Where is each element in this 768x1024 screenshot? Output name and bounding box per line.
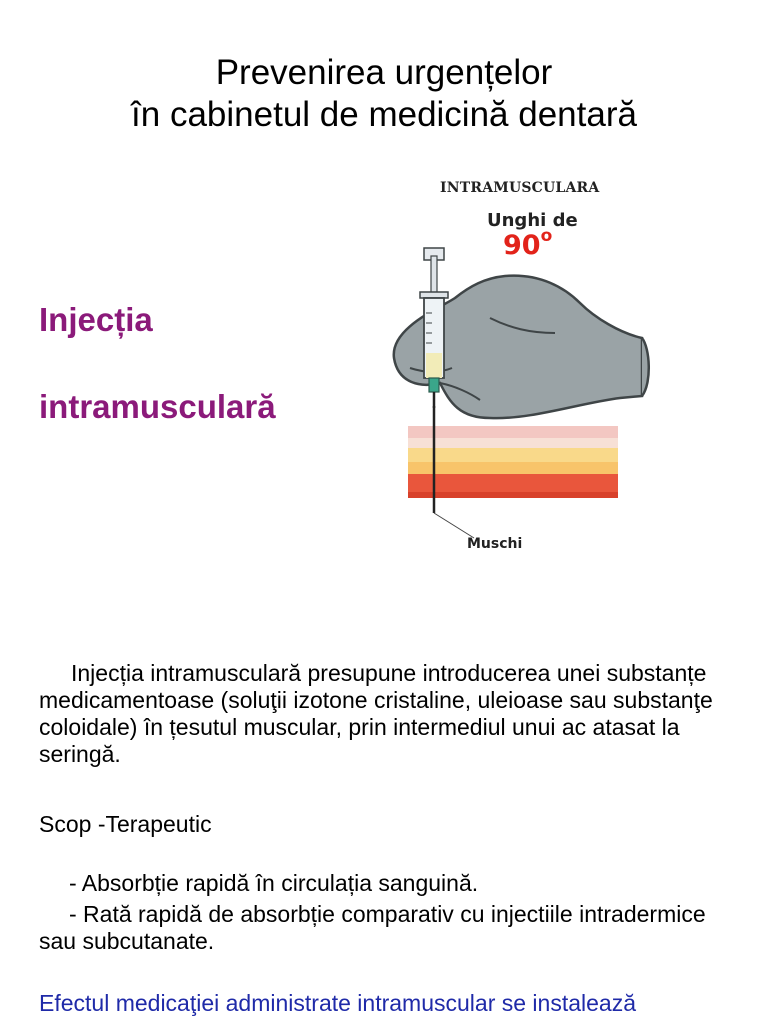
section-heading-line-1: Injecția (39, 301, 153, 338)
figure-angle-value (503, 226, 553, 261)
section-heading-line-2: intramusculară (39, 388, 276, 425)
title-line-2: în cabinetul de medicină dentară (131, 95, 637, 134)
figure-label-intramuscular: INTRAMUSCULARA (440, 180, 600, 196)
tissue-layers (408, 426, 618, 498)
scope-line: Scop -Terapeutic (39, 811, 212, 837)
scope-bullet-2: - Rată rapidă de absorbție comparativ cu injectiile intradermice sau subcutanate. (39, 901, 706, 954)
effect-paragraph: Efectul medicaţiei administrate intramuscular se instalează (39, 990, 636, 1016)
definition-paragraph: Injecția intramusculară presupune introducerea unei substanțe medicamentoase (soluţii izotone cristaline, uleioase sau substanţe coloidale) în țesutul muscular, prin intermediul unui ac atasat la seringă. (39, 660, 713, 767)
title-line-1: Prevenirea urgențelor (215, 53, 553, 92)
figure-angle-caption: Unghi de (487, 210, 578, 231)
angle-number: 90 (503, 230, 541, 261)
scope-bullet-1: - Absorbție rapidă în circulația sanguină. (69, 870, 479, 896)
figure-label-muscle: Muschi (467, 536, 523, 552)
muscle-pointer (434, 513, 474, 538)
slide-title (0, 52, 768, 136)
angle-degree-unit: o (540, 226, 553, 246)
